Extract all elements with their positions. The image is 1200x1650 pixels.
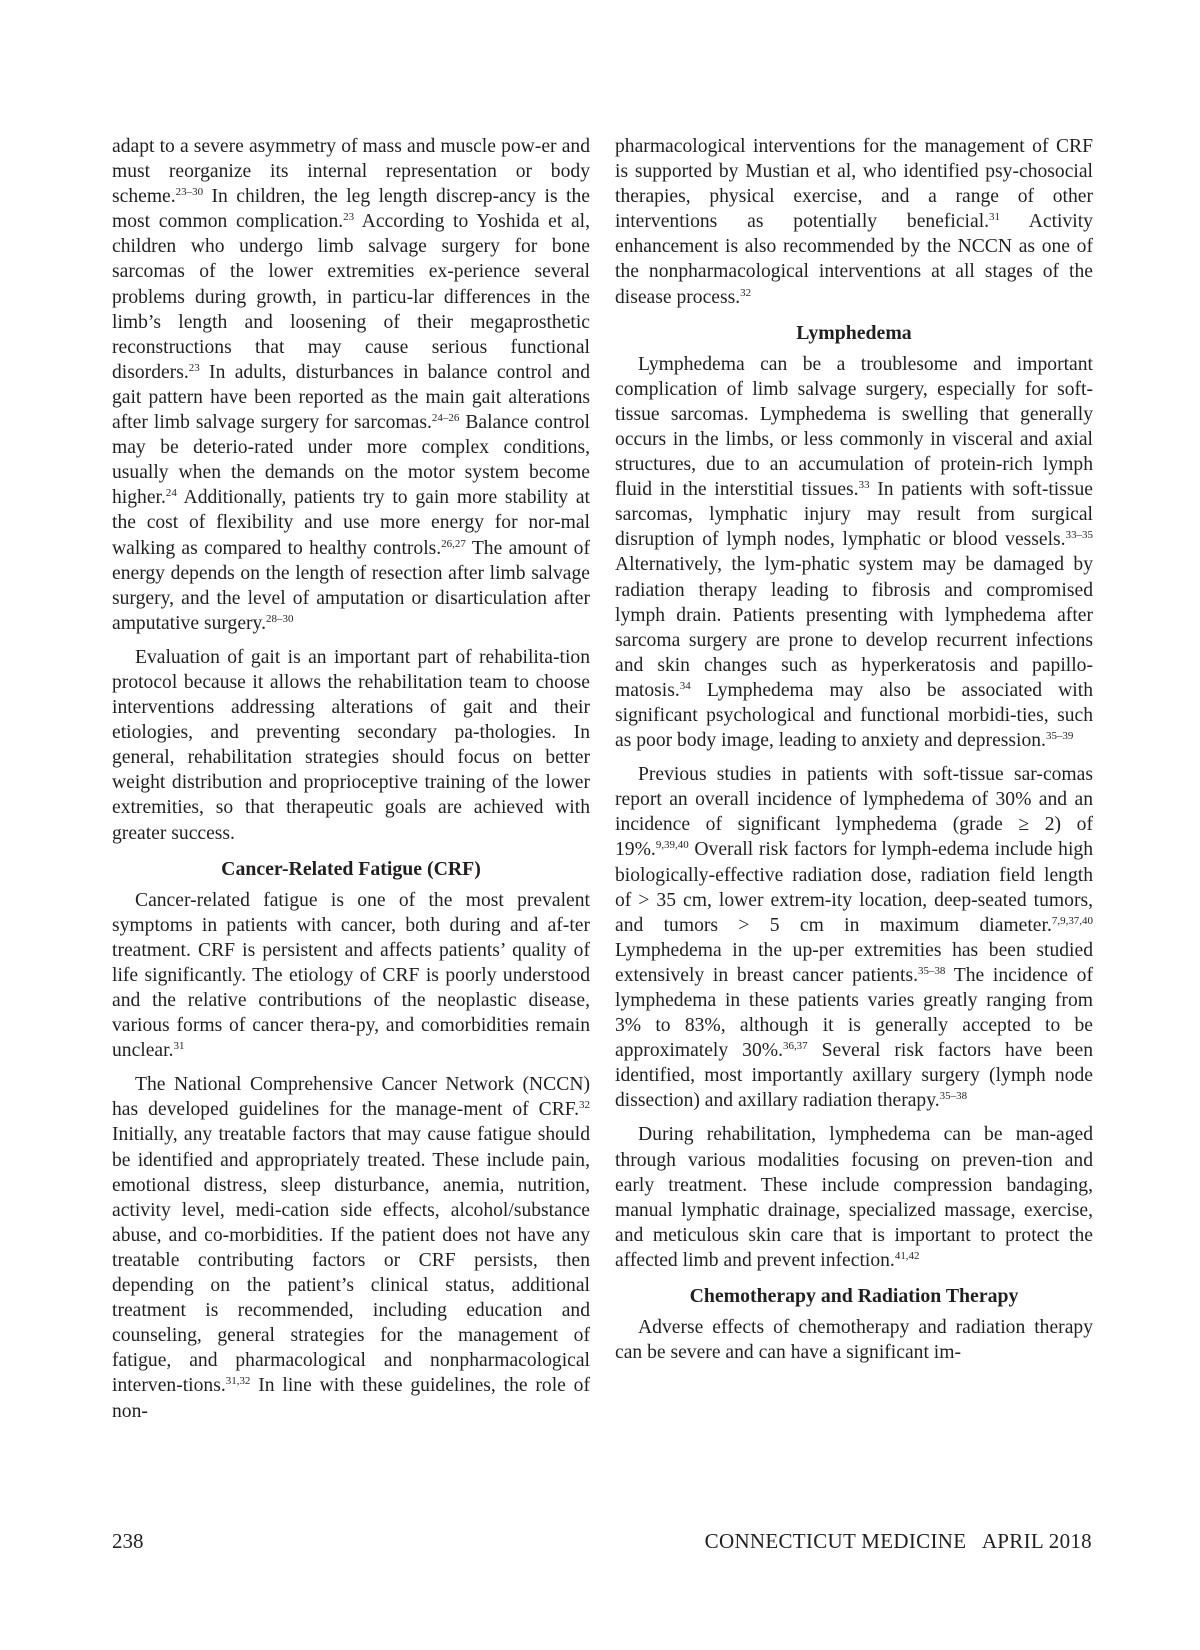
- citation-superscript: 23: [343, 211, 355, 224]
- citation-superscript: 24: [165, 487, 177, 500]
- page-number: 238: [112, 1529, 144, 1553]
- paragraph-gait-asymmetry: adapt to a severe asymmetry of mass and muscle pow-er and must reorganize its internal representation or body scheme.$^{23-30}$ In children, the leg length discrep-ancy is the most common complication.$^{23}$ According to Yoshida et al, children who undergo limb salvage surgery for bone sarcomas of the lower extremities ex-perience several problems during growth, in particu-lar differences in the limb’s length and loosening of their megaprosthetic reconstructions that may cause serious functional disorders.$^{23}$ In adults, disturbances in balance control and gait pattern have been reported as the main gait alterations after limb salvage surgery for sarcomas.$^{24-26}$ Balance control may be deterio-rated under more complex conditions, usually when the demands on the motor system become higher.$^{24}$ Additionally, patients try to gain more stability at the cost of flexibility and use more energy for nor-mal walking as compared to healthy controls.$^{26,27}$ The amount of energy depends on the length of resection after limb salvage surgery, and the level of amputation or disarticulation after amputative surgery.$^{28-30}$: [112, 136, 590, 634]
- paragraph-crf-intro: Cancer-related fatigue is one of the most prevalent symptoms in patients with cancer, both during and af-ter treatment. CRF is persistent and affects patients’ quality of life significantly. The etiology of CRF is poorly understood and the relative contributions of the neoplastic disease, various forms of cancer thera-py, and comorbidities remain unclear.$^{31}$: [112, 889, 590, 1062]
- citation-superscript: 35–38: [917, 965, 946, 978]
- citation-superscript: 35–38: [939, 1090, 968, 1103]
- citation-superscript: 33: [858, 479, 870, 492]
- paragraph-crf-continued: pharmacological interventions for the management of CRF is supported by Mustian et al, who identified psy-chosocial therapies, physical exercise, and a range of other interventions as potentially beneficial.$^{31}$ Activity enhancement is also recommended by the NCCN as one of the nonpharmacological interventions at all stages of the disease process.$^{32}$: [615, 136, 1093, 308]
- heading-chemotherapy-radiation: Chemotherapy and Radiation Therapy: [689, 1285, 1019, 1308]
- paragraph-nccn-guidelines: The National Comprehensive Cancer Network (NCCN) has developed guidelines for the manage-ment of CRF.$^{32}$ Initially, any treatable factors that may cause fatigue should be identified and appropriately treated. These include pain, emotional distress, sleep disturbance, anemia, nutrition, activity level, medi-cation side effects, alcohol/substance abuse, and co-morbidities. If the patient does not have any treatable contributing factors or CRF persists, then depending on the patient’s clinical status, additional treatment is recommended, including education and counseling, general strategies for the management of fatigue, and pharmacological and nonpharmacological interven-tions.$^{31,32}$ In line with these guidelines, the role of non-: [112, 1074, 590, 1422]
- citation-superscript: 28–30: [266, 612, 294, 625]
- paragraph-lymphedema-intro: Lymphedema can be a troublesome and important complication of limb salvage surgery, especially for soft-tissue sarcomas. Lymphedema is swelling that generally occurs in the limbs, or less commonly in visceral and axial structures, due to an accumulation of protein-rich lymph fluid in the interstitial tissues.$^{33}$ In patients with soft-tissue sarcomas, lymphatic injury may result from surgical disruption of lymph nodes, lymphatic or blood vessels.$^{33-35}$ Alternatively, the lym-phatic system may be damaged by radiation therapy leading to fibrosis and compromised lymph drain. Patients presenting with lymphedema after sarcoma surgery are prone to develop recurrent infections and skin changes such as hyperkeratosis and papillo-matosis.$^{34}$ Lymphedema may also be associated with significant psychological and functional morbidi-ties, such as poor body image, leading to anxiety and depression.$^{35-39}$: [615, 353, 1093, 752]
- citation-superscript: 32: [579, 1099, 590, 1112]
- citation-superscript: 41,42: [894, 1250, 920, 1263]
- paragraph-lymphedema-incidence: Previous studies in patients with soft-tissue sar-comas report an overall incidence of lymphedema of 30% and an incidence of significant lymphedema (grade ≥ 2) of 19%.$^{9,39,40}$ Overall risk factors for lymph-edema include high biologically-effective radiation dose, radiation field length of > 35 cm, lower extrem-ity location, deep-seated tumors, and tumors > 5 cm in maximum diameter.$^{7,9,37,40}$ Lymphedema in the up-per extremities has been studied extensively in breast cancer patients.$^{35-38}$ The incidence of lymphedema in these patients varies greatly ranging from 3% to 83%, although it is generally accepted to be approximately 30%.$^{36,37}$ Several risk factors have been identified, most importantly axillary surgery (lymph node dissection) and axillary radiation therapy.$^{35-38}$: [615, 764, 1093, 1112]
- journal-footer: CONNECTICUT MEDICINE APRIL 2018: [704, 1529, 1092, 1553]
- paragraph-adverse-effects: Adverse effects of chemotherapy and radiation therapy can be severe and can have a significant im-: [615, 1317, 1093, 1364]
- citation-superscript: 7,9,37,40: [1051, 914, 1093, 927]
- left-column: [112, 134, 590, 1433]
- citation-superscript: 26,27: [441, 537, 466, 550]
- citation-superscript: 36,37: [782, 1040, 808, 1053]
- heading-cancer-related-fatigue: Cancer-Related Fatigue (CRF): [221, 857, 481, 880]
- citation-superscript: 31: [173, 1040, 185, 1053]
- citation-superscript: 24–26: [431, 412, 460, 425]
- paragraph-gait-evaluation: Evaluation of gait is an important part of rehabilita-tion protocol because it allows the rehabilitation team to choose interventions addressing alterations of gait and their etiologies, and preventing secondary pa-thologies. In general, rehabilitation strategies should focus on better weight distribution and proprioceptive training of the lower extremities, so that therapeutic goals are achieved with greater success.: [112, 646, 590, 844]
- paragraph-lymphedema-management: During rehabilitation, lymphedema can be man-aged through various modalities focusing on preven-tion and early treatment. These include compression bandaging, manual lymphatic drainage, specialized massage, exercise, and meticulous skin care that is important to protect the affected limb and prevent infection.$^{41,42}$: [615, 1124, 1093, 1271]
- citation-superscript: 33–35: [1065, 529, 1093, 542]
- heading-lymphedema: Lymphedema: [796, 321, 912, 344]
- citation-superscript: 34: [679, 680, 691, 693]
- citation-superscript: 31,32: [225, 1375, 251, 1388]
- citation-superscript: 35–39: [1045, 730, 1074, 743]
- citation-superscript: 31: [989, 211, 1001, 224]
- right-column: [615, 134, 1093, 1374]
- citation-superscript: 32: [740, 286, 752, 299]
- citation-superscript: 9,39,40: [655, 839, 689, 852]
- citation-superscript: 23–30: [175, 186, 204, 199]
- citation-superscript: 23: [188, 362, 200, 375]
